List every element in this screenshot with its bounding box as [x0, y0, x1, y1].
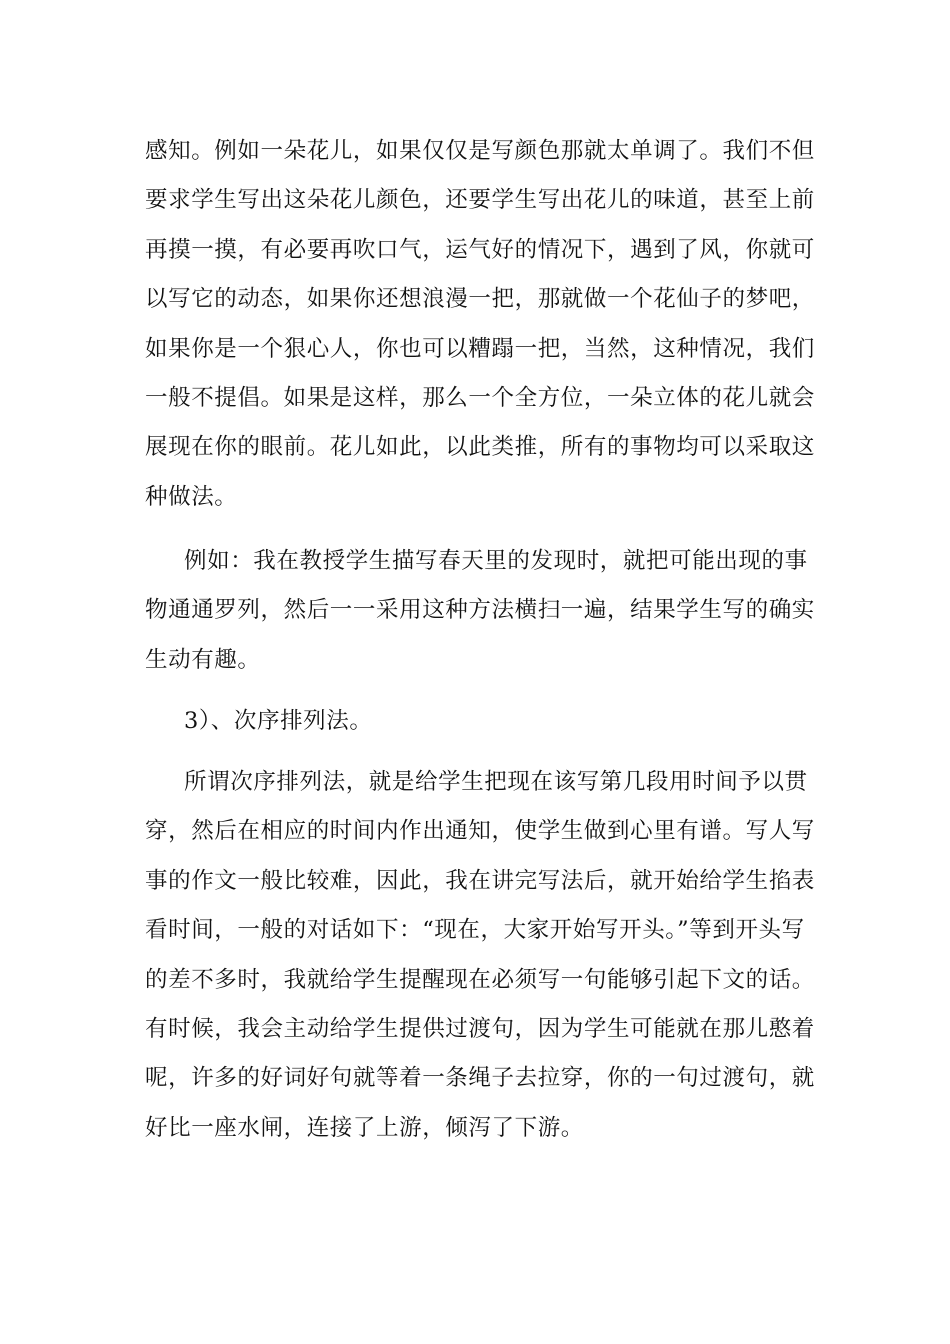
paragraph-spring-example: 例如：我在教授学生描写春天里的发现时，就把可能出现的事物通通罗列，然后一一采用这种方法横扫一遍，结果学生写的确实生动有趣。 — [145, 548, 815, 673]
section-heading-sequence-method: 3）、次序排列法。 — [184, 708, 373, 734]
paragraph-sequence-method: 所谓次序排列法，就是给学生把现在该写第几段用时间予以贯穿，然后在相应的时间内作出通知，使学生做到心里有谱。写人写事的作文一般比较难，因此，我在讲完写法后，就开始给学生掐表看时间，一般的对话如下：“现在，大家开始写开头。”等到开头写的差不多时，我就给学生提醒现在必须写一句能够引起下文的话。有时候，我会主动给学生提供过渡句，因为学生可能就在那儿憨着呢，许多的好词好句就等着一条绳子去拉穿，你的一句过渡句，就好比一座水闸，连接了上游，倾泻了下游。 — [145, 769, 815, 1141]
paragraph-flower-example: 感知。例如一朵花儿，如果仅仅是写颜色那就太单调了。我们不但要求学生写出这朵花儿颜色，还要学生写出花儿的味道，甚至上前再摸一摸，有必要再吹口气，运气好的情况下，遇到了风，你就可以写它的动态，如果你还想浪漫一把，那就做一个花仙子的梦吧，如果你是一个狠心人，你也可以糟蹋一把，当然，这种情况，我们一般不提倡。如果是这样，那么一个全方位，一朵立体的花儿就会展现在你的眼前。花儿如此，以此类推，所有的事物均可以采取这种做法。 — [145, 138, 815, 510]
